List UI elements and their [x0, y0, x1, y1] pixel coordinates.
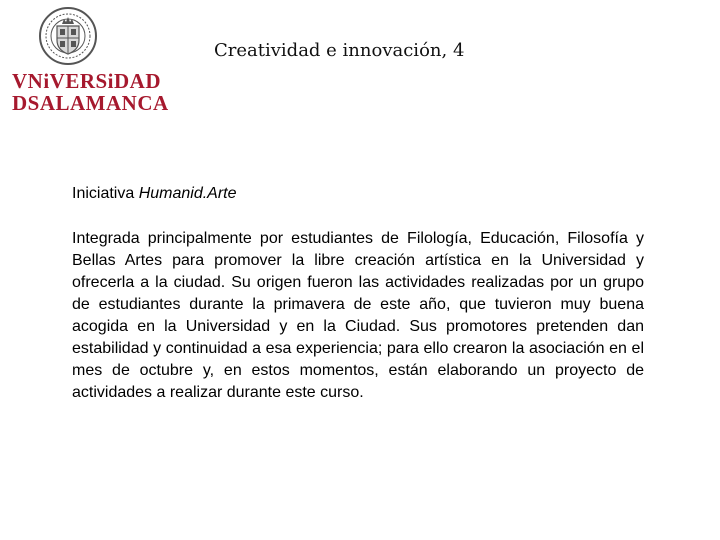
- university-seal-icon: [38, 6, 98, 66]
- logo-line-1: VNiVERSiDAD: [12, 69, 162, 93]
- heading-name: Humanid.Arte: [138, 185, 237, 202]
- page-title: Creatividad e innovación, 4: [214, 40, 465, 61]
- logo-line-2: DSALAMANCA: [12, 91, 169, 115]
- section-heading: [72, 184, 237, 204]
- university-logo-wordmark: [12, 69, 169, 115]
- body-paragraph: Integrada principalmente por estudiantes de Filología, Educación, Filosofía y Bellas Artes para promover la libre creación artística en la Universidad y ofrecerla a la ciudad. Su origen fueron las actividades realizadas por un grupo de estudiantes durante la primavera de este año, que tuvieron muy buena acogida en la Universidad y en la Ciudad. Sus promotores pretenden dan estabilidad y continuidad a esa experiencia; para ello crearon la asociación en el mes de octubre y, en estos momentos, están elaborando un proyecto de actividades a realizar durante este curso.: [72, 230, 644, 401]
- heading-prefix: Iniciativa: [72, 185, 139, 202]
